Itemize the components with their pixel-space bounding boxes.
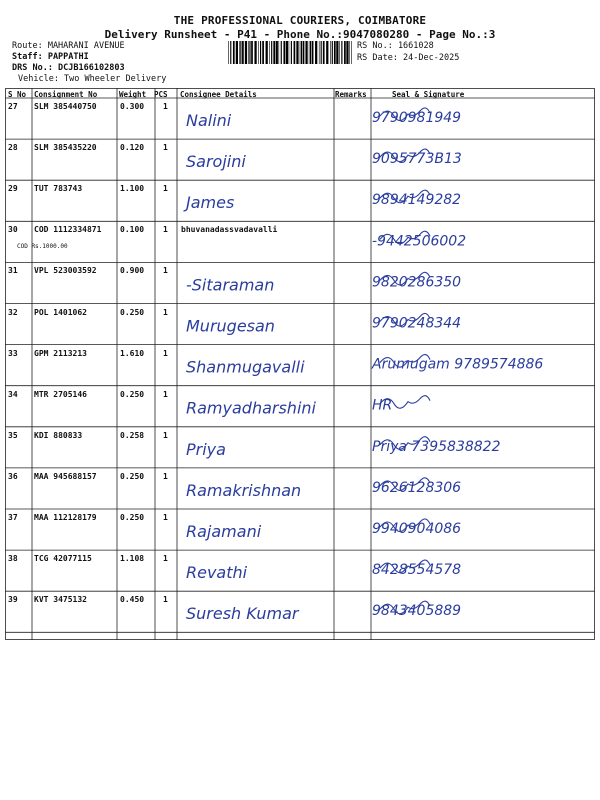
barcode-image	[228, 41, 352, 64]
row-sno: 28	[8, 143, 18, 153]
row-consignment-no: KDI 880833	[34, 430, 83, 440]
row-consignee-handwritten: Ramakrishnan	[186, 480, 302, 500]
barcode-bar	[339, 41, 340, 64]
row-weight: 0.258	[120, 430, 145, 440]
row-signature-text: -9442506002	[372, 233, 467, 250]
row-pcs: 1	[163, 348, 168, 358]
barcode-bar	[236, 41, 238, 64]
row-signature-text: 9790248344	[372, 315, 462, 332]
barcode-bar	[291, 41, 292, 64]
barcode-bar	[269, 41, 270, 64]
row-sno: 30	[8, 225, 18, 235]
row-consignee-handwritten: James	[186, 193, 235, 213]
barcode-bar	[294, 41, 296, 64]
row-consignment-no: MTR 2705146	[34, 389, 87, 399]
row-weight: 0.250	[120, 307, 145, 317]
row-weight: 0.120	[120, 143, 145, 153]
staff-label: Staff: PAPPATHI	[12, 52, 89, 62]
row-pcs: 1	[163, 471, 168, 481]
row-pcs: 1	[163, 307, 168, 317]
barcode-bar	[262, 41, 264, 64]
barcode-bar	[300, 41, 301, 64]
row-consignee-handwritten: Nalini	[186, 111, 232, 130]
barcode-bar	[319, 41, 320, 64]
row-consignment-no: GPM 2113213	[34, 348, 87, 358]
barcode-bar	[289, 41, 290, 64]
vehicle-label: Vehicle: Two Wheeler Delivery	[18, 74, 167, 84]
barcode-bar	[281, 41, 282, 64]
row-weight: 0.450	[120, 595, 145, 605]
row-sno: 27	[8, 102, 18, 111]
row-weight: 1.108	[120, 554, 145, 564]
row-signature-text: Priya 7395838822	[372, 438, 501, 455]
barcode-bar	[266, 41, 268, 64]
row-cod-amount: COD Rs.1000.00	[17, 243, 68, 251]
barcode-bar	[341, 41, 342, 64]
barcode-bar	[309, 41, 310, 64]
row-consignment-no: VPL 523003592	[34, 266, 97, 276]
barcode-bar	[326, 41, 328, 64]
row-consignment-no: POL 1401062	[34, 307, 87, 317]
col-header-remarks: Remarks	[335, 90, 367, 99]
barcode-bar	[312, 41, 314, 64]
barcode-bar	[305, 41, 307, 64]
row-weight: 0.300	[120, 102, 145, 111]
row-weight: 1.100	[120, 184, 145, 194]
row-consignment-no: MAA 945688157	[34, 471, 97, 481]
barcode-bar	[228, 41, 229, 64]
sheet-title: THE PROFESSIONAL COURIERS, COIMBATORE	[173, 14, 427, 27]
col-header-consignment: Consignment No	[34, 90, 98, 99]
barcode-bar	[303, 41, 305, 64]
row-sno: 39	[8, 595, 18, 605]
row-consignment-no: COD 1112334871	[34, 225, 102, 235]
barcode-bar	[245, 41, 247, 64]
route-label: Route: MAHARANI AVENUE	[12, 41, 125, 51]
row-signature-text: Arumugam 9789574886	[372, 356, 544, 373]
barcode-bar	[315, 41, 317, 64]
barcode-bar	[321, 41, 322, 64]
row-pcs: 1	[163, 225, 168, 235]
barcode-bar	[233, 41, 235, 64]
row-consignment-no: TUT 783743	[34, 184, 83, 194]
barcode-bar	[230, 41, 231, 64]
rs-number: RS No.: 1661028	[357, 41, 434, 51]
row-consignee-handwritten: Shanmugavalli	[186, 357, 305, 377]
row-consignee-handwritten: Ramyadharshini	[186, 398, 316, 418]
barcode-bar	[251, 41, 253, 64]
row-pcs: 1	[163, 389, 168, 399]
row-sno: 29	[8, 184, 18, 194]
row-signature-text: 8428554578	[372, 562, 462, 579]
rs-date: RS Date: 24-Dec-2025	[357, 53, 460, 63]
col-header-weight: Weight	[119, 90, 147, 99]
barcode-bar	[273, 41, 275, 64]
barcode-bar	[276, 41, 278, 64]
row-consignee-handwritten: -Sitaraman	[186, 275, 275, 295]
row-sno: 37	[8, 513, 18, 522]
row-signature-text: 9940904086	[372, 521, 462, 537]
row-weight: 0.250	[120, 389, 145, 399]
row-weight: 0.250	[120, 513, 145, 522]
barcode-bar	[258, 41, 259, 64]
row-signature-text: 9894149282	[372, 192, 462, 209]
row-pcs: 1	[163, 595, 168, 605]
row-consignment-no: SLM 385440750	[34, 102, 97, 111]
barcode-bar	[332, 41, 333, 64]
barcode-bar	[310, 41, 311, 64]
row-weight: 0.250	[120, 471, 145, 481]
row-signature-text: HR	[372, 397, 393, 414]
row-consignee-handwritten: Priya	[186, 439, 226, 459]
barcode-bar	[301, 41, 302, 64]
row-signature-text: 9843405889	[372, 603, 462, 620]
row-sno: 33	[8, 348, 18, 358]
row-consignment-no: TCG 42077115	[34, 554, 92, 564]
barcode-bar	[323, 41, 325, 64]
barcode-bar	[279, 41, 280, 64]
row-consignee-handwritten: Revathi	[186, 563, 248, 583]
row-pcs: 1	[163, 513, 168, 522]
row-sno: 31	[8, 266, 18, 276]
barcode-bar	[283, 41, 285, 64]
row-weight: 0.900	[120, 266, 145, 276]
row-pcs: 1	[163, 102, 168, 111]
row-sno: 34	[8, 389, 18, 399]
barcode-bar	[248, 41, 249, 64]
row-signature-text: 9095773B13	[372, 151, 462, 168]
barcode-bar	[249, 41, 250, 64]
row-consignment-no: MAA 112128179	[34, 513, 97, 522]
row-pcs: 1	[163, 143, 168, 153]
barcode-bar	[334, 41, 336, 64]
col-header-sno: S No	[8, 90, 27, 99]
barcode-bar	[286, 41, 288, 64]
row-weight: 0.100	[120, 225, 145, 235]
row-pcs: 1	[163, 184, 168, 194]
barcode-bar	[271, 41, 272, 64]
barcode-bar	[242, 41, 244, 64]
barcode-bar	[346, 41, 348, 64]
row-consignment-no: SLM 385435220	[34, 143, 97, 153]
row-sno: 32	[8, 307, 18, 317]
barcode-bar	[254, 41, 256, 64]
row-sno: 36	[8, 471, 18, 481]
barcode-bar	[296, 41, 298, 64]
row-pcs: 1	[163, 430, 168, 440]
row-consignee-handwritten: Suresh Kumar	[186, 604, 299, 624]
row-weight: 1.610	[120, 348, 145, 358]
row-signature-text: 9820286350	[372, 274, 462, 291]
row-sno: 38	[8, 554, 18, 564]
barcode-bar	[336, 41, 338, 64]
drs-label: DRS No.: DCJB166102803	[12, 63, 125, 73]
row-sno: 35	[8, 430, 18, 440]
barcode-bar	[239, 41, 240, 64]
barcode-bar	[349, 41, 350, 64]
barcode-bar	[344, 41, 346, 64]
barcode-bar	[260, 41, 261, 64]
barcode-bar	[240, 41, 241, 64]
runsheet-table	[5, 88, 595, 640]
row-consignee-handwritten: Murugesan	[186, 316, 275, 336]
row-consignee-handwritten: Rajamani	[186, 522, 262, 541]
barcode-bar	[351, 41, 352, 64]
row-consignee-typed: bhuvanadassvadavalli	[181, 225, 278, 235]
col-header-pcs: PCS	[154, 90, 168, 99]
row-consignment-no: KVT 3475132	[34, 595, 87, 605]
row-consignee-handwritten: Sarojini	[186, 152, 246, 172]
barcode-bar	[330, 41, 331, 64]
col-header-consignee: Consignee Details	[180, 90, 257, 99]
row-signature-text: 9626128306	[372, 479, 462, 496]
row-pcs: 1	[163, 266, 168, 276]
col-header-seal: Seal & Signature	[392, 90, 465, 99]
sheet-subtitle: Delivery Runsheet - P41 - Phone No.:9047080280 - Page No.:3	[104, 28, 496, 41]
row-signature-text: 9790981949	[372, 110, 462, 126]
row-pcs: 1	[163, 554, 168, 564]
